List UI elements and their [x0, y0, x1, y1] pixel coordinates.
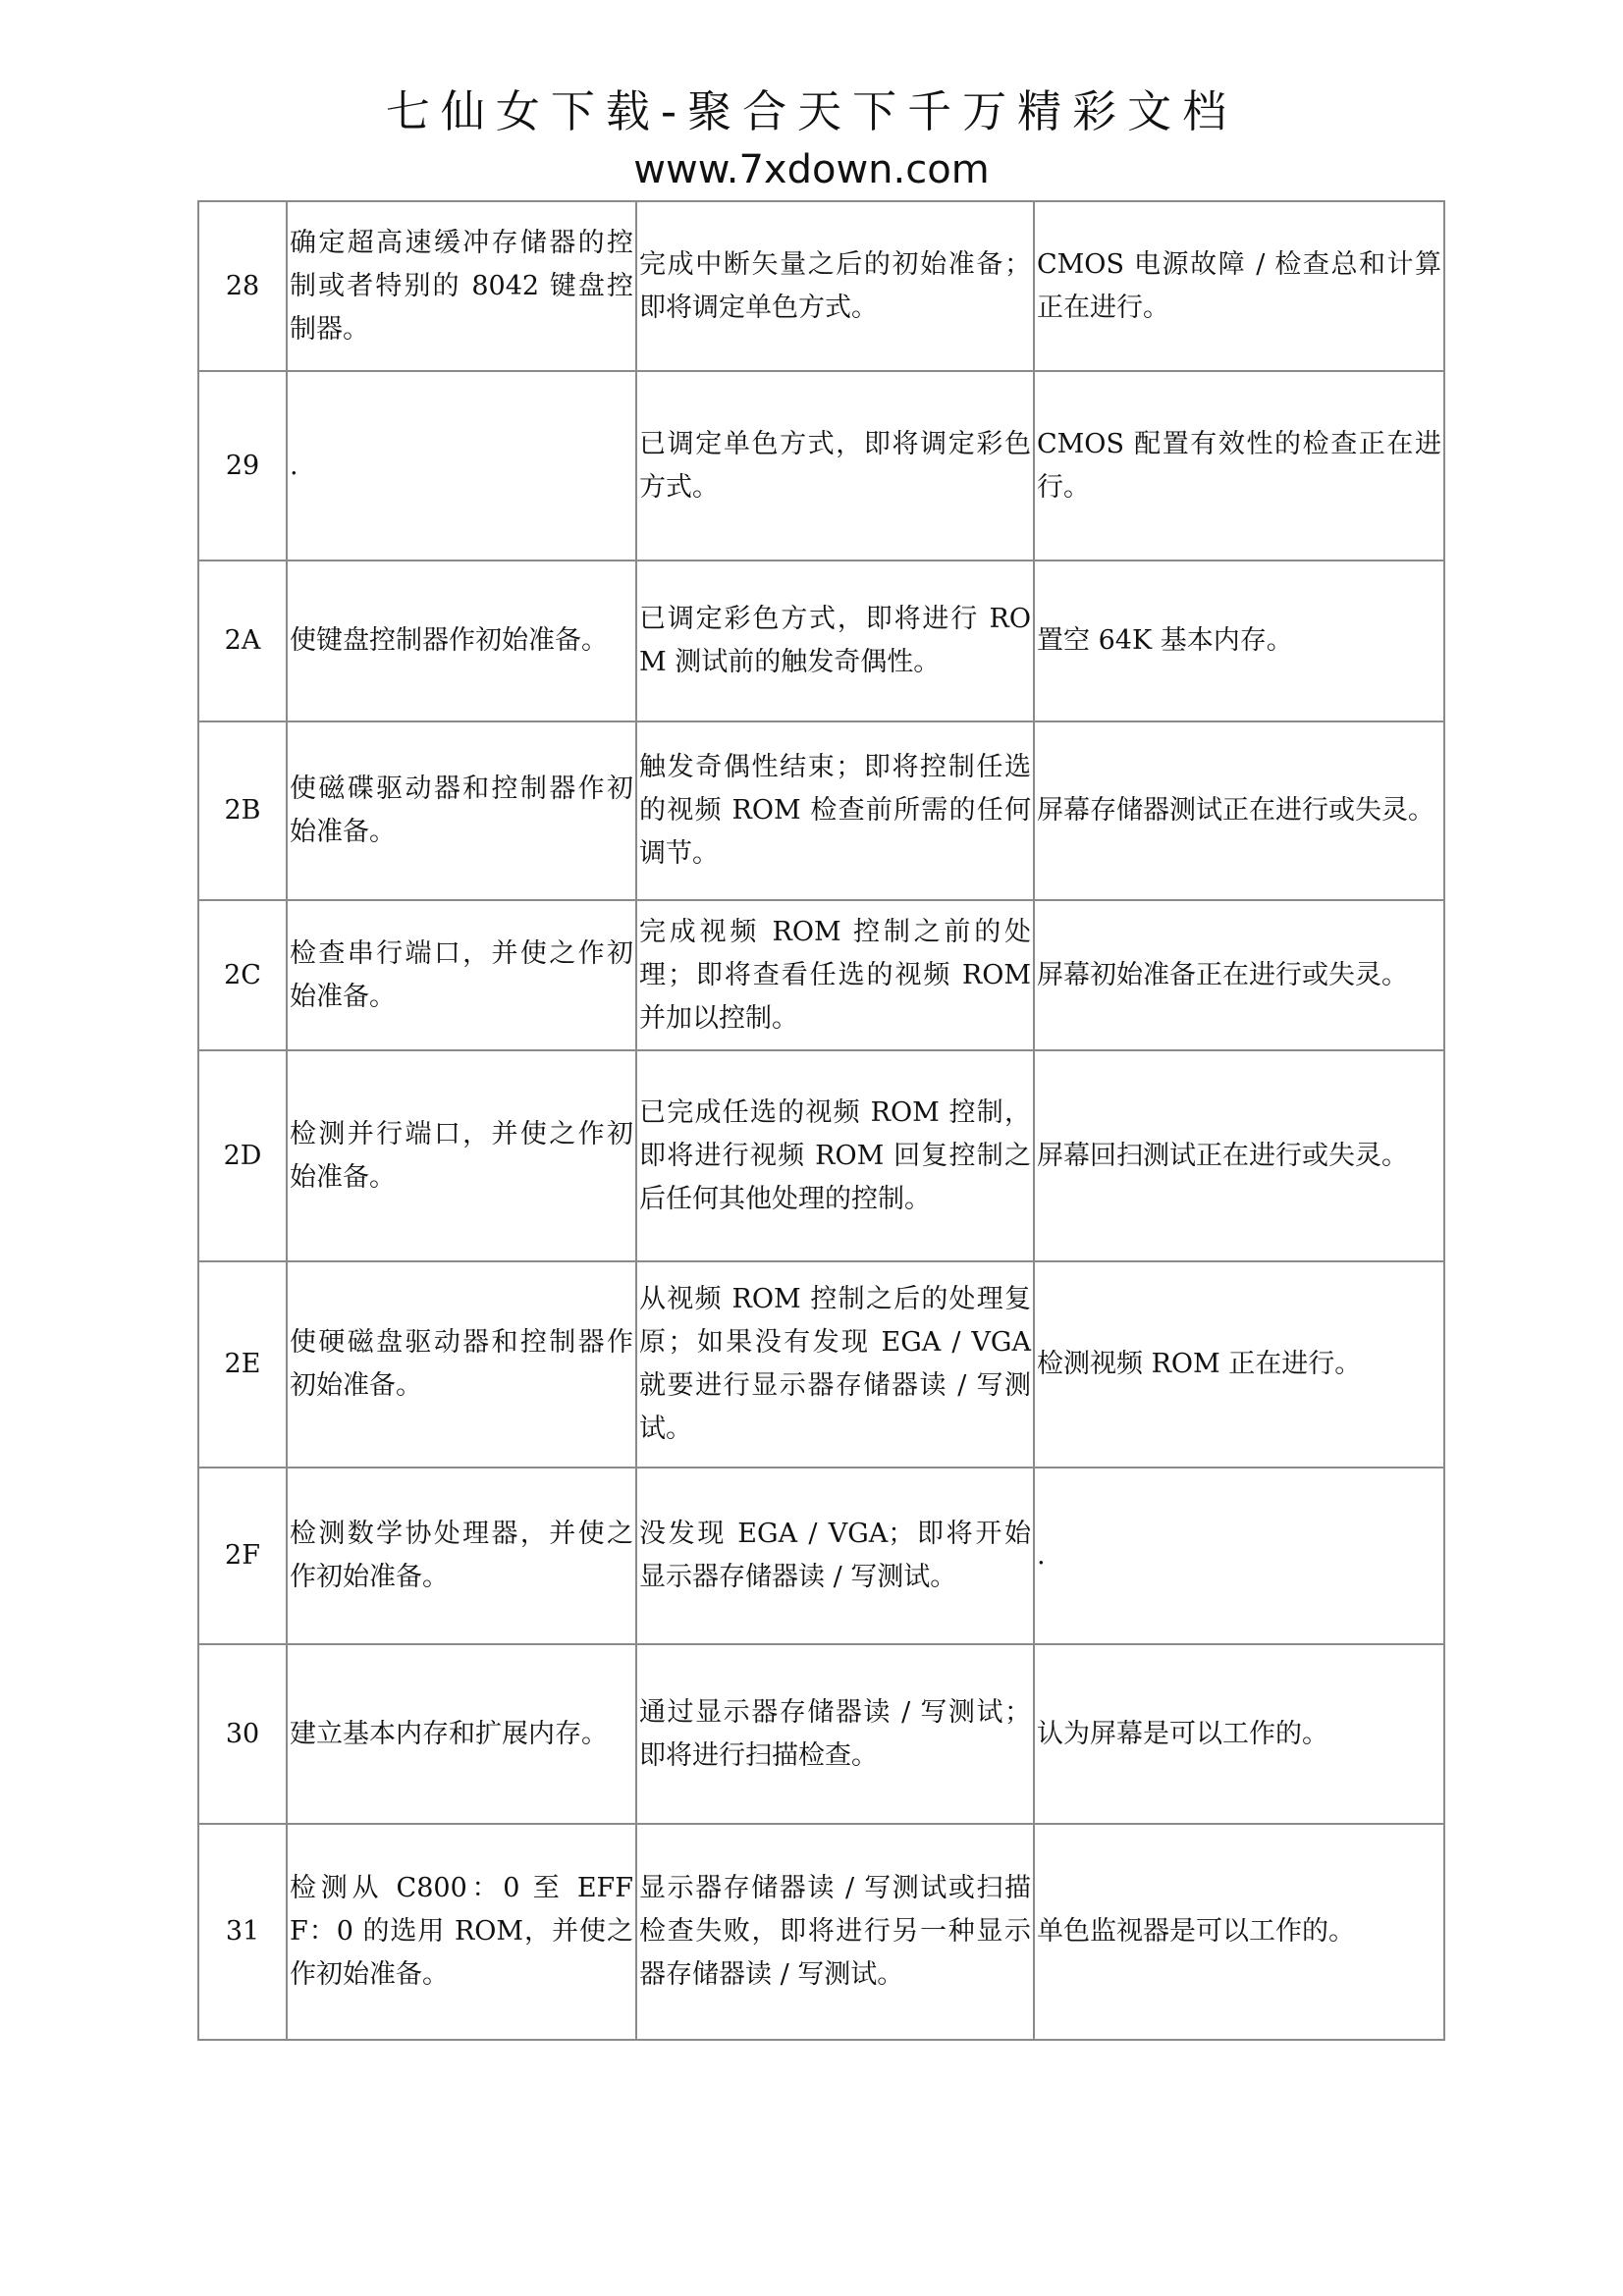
table-row	[198, 1644, 1444, 1824]
description-cell: .	[287, 371, 636, 561]
description-cell: 从视频 ROM 控制之后的处理复原；如果没有发现 EGA / VGA 就要进行显示器存储器读 / 写测试。	[636, 1261, 1034, 1468]
table-row	[198, 1050, 1444, 1261]
table-row	[198, 721, 1444, 900]
description-cell: 检测从 C800：0 至 EFFF：0 的选用 ROM，并使之作初始准备。	[287, 1824, 636, 2040]
description-cell: 通过显示器存储器读 / 写测试；即将进行扫描检查。	[636, 1644, 1034, 1824]
description-cell: 已调定彩色方式，即将进行 ROM 测试前的触发奇偶性。	[636, 561, 1034, 721]
table-row	[198, 1468, 1444, 1644]
description-cell: 屏幕存储器测试正在进行或失灵。	[1034, 721, 1444, 900]
code-cell: 2F	[198, 1468, 287, 1644]
description-cell: 没发现 EGA / VGA；即将开始显示器存储器读 / 写测试。	[636, 1468, 1034, 1644]
table-row	[198, 900, 1444, 1050]
description-cell: CMOS 电源故障 / 检查总和计算正在进行。	[1034, 201, 1444, 371]
description-cell: 使磁碟驱动器和控制器作初始准备。	[287, 721, 636, 900]
table-row	[198, 371, 1444, 561]
table-row	[198, 1824, 1444, 2040]
description-cell: 检测并行端口，并使之作初始准备。	[287, 1050, 636, 1261]
description-cell: 建立基本内存和扩展内存。	[287, 1644, 636, 1824]
description-cell: 完成中断矢量之后的初始准备；即将调定单色方式。	[636, 201, 1034, 371]
description-cell: 使键盘控制器作初始准备。	[287, 561, 636, 721]
description-cell: 检测数学协处理器，并使之作初始准备。	[287, 1468, 636, 1644]
code-cell: 29	[198, 371, 287, 561]
description-cell: 显示器存储器读 / 写测试或扫描检查失败，即将进行另一种显示器存储器读 / 写测试。	[636, 1824, 1034, 2040]
description-cell: 完成视频 ROM 控制之前的处理；即将查看任选的视频 ROM 并加以控制。	[636, 900, 1034, 1050]
description-cell: 置空 64K 基本内存。	[1034, 561, 1444, 721]
description-cell: 触发奇偶性结束；即将控制任选的视频 ROM 检查前所需的任何调节。	[636, 721, 1034, 900]
site-title: 七仙女下载-聚合天下千万精彩文档	[385, 85, 1238, 137]
code-cell: 2A	[198, 561, 287, 721]
description-cell: 屏幕初始准备正在进行或失灵。	[1034, 900, 1444, 1050]
description-cell: 检查串行端口，并使之作初始准备。	[287, 900, 636, 1050]
description-cell: 检测视频 ROM 正在进行。	[1034, 1261, 1444, 1468]
post-code-table	[197, 200, 1445, 2041]
table-row	[198, 561, 1444, 721]
description-cell: 单色监视器是可以工作的。	[1034, 1824, 1444, 2040]
page-header	[0, 84, 1623, 194]
description-cell: 已完成任选的视频 ROM 控制，即将进行视频 ROM 回复控制之后任何其他处理的控制。	[636, 1050, 1034, 1261]
description-cell: 认为屏幕是可以工作的。	[1034, 1644, 1444, 1824]
description-cell: 确定超高速缓冲存储器的控制或者特别的 8042 键盘控制器。	[287, 201, 636, 371]
code-cell: 2B	[198, 721, 287, 900]
code-cell: 31	[198, 1824, 287, 2040]
description-cell: 已调定单色方式，即将调定彩色方式。	[636, 371, 1034, 561]
description-cell: 使硬磁盘驱动器和控制器作初始准备。	[287, 1261, 636, 1468]
code-cell: 30	[198, 1644, 287, 1824]
description-cell: CMOS 配置有效性的检查正在进行。	[1034, 371, 1444, 561]
site-url: www.7xdown.com	[633, 147, 990, 192]
description-cell: 屏幕回扫测试正在进行或失灵。	[1034, 1050, 1444, 1261]
description-cell: .	[1034, 1468, 1444, 1644]
code-cell: 2C	[198, 900, 287, 1050]
code-cell: 28	[198, 201, 287, 371]
code-cell: 2D	[198, 1050, 287, 1261]
table-row	[198, 201, 1444, 371]
table-row	[198, 1261, 1444, 1468]
code-cell: 2E	[198, 1261, 287, 1468]
